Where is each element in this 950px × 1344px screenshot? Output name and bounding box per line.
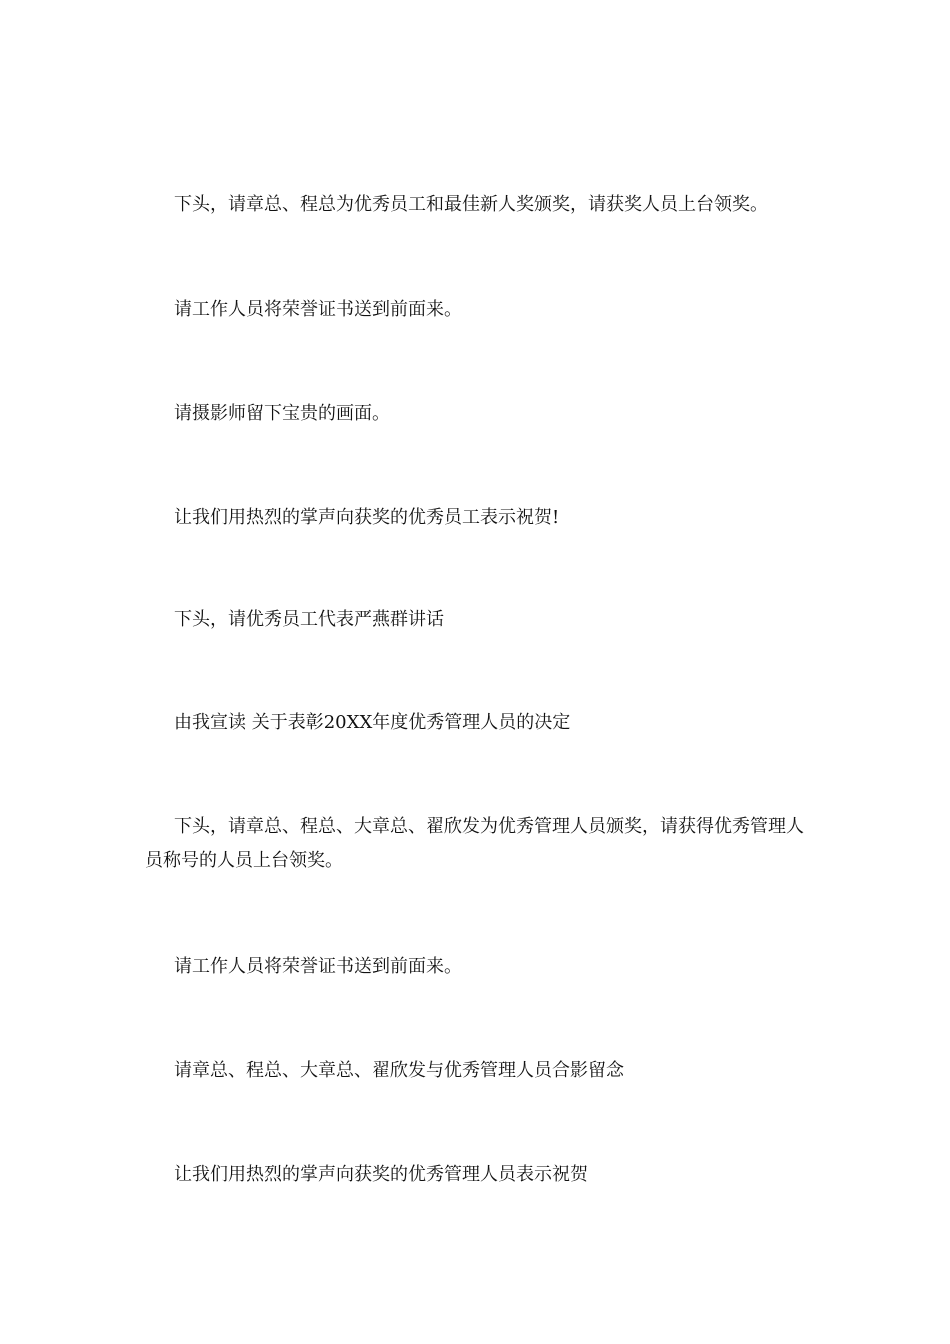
paragraph-certificates: 请工作人员将荣誉证书送到前面来。 [174,299,462,320]
paragraph-certificates-again: 请工作人员将荣誉证书送到前面来。 [174,956,462,977]
paragraph-staff-speech: 下头，请优秀员工代表严燕群讲话 [174,609,444,630]
paragraph-applause-staff: 让我们用热烈的掌声向获奖的优秀员工表示祝贺! [174,507,560,528]
paragraph-award-managers: 下头，请章总、程总、大章总、翟欣发为优秀管理人员颁奖，请获得优秀管理人员称号的人员上台领奖。 [145,816,804,871]
paragraph-applause-managers: 让我们用热烈的掌声向获奖的优秀管理人员表示祝贺 [174,1164,588,1185]
paragraph-read-decision: 由我宣读 关于表彰20XX年度优秀管理人员的决定 [174,712,571,733]
paragraph-award-excellent-staff: 下头，请章总、程总为优秀员工和最佳新人奖颁奖，请获奖人员上台领奖。 [174,194,768,215]
paragraph-photographer: 请摄影师留下宝贵的画面。 [174,403,390,424]
paragraph-group-photo: 请章总、程总、大章总、翟欣发与优秀管理人员合影留念 [174,1060,624,1081]
